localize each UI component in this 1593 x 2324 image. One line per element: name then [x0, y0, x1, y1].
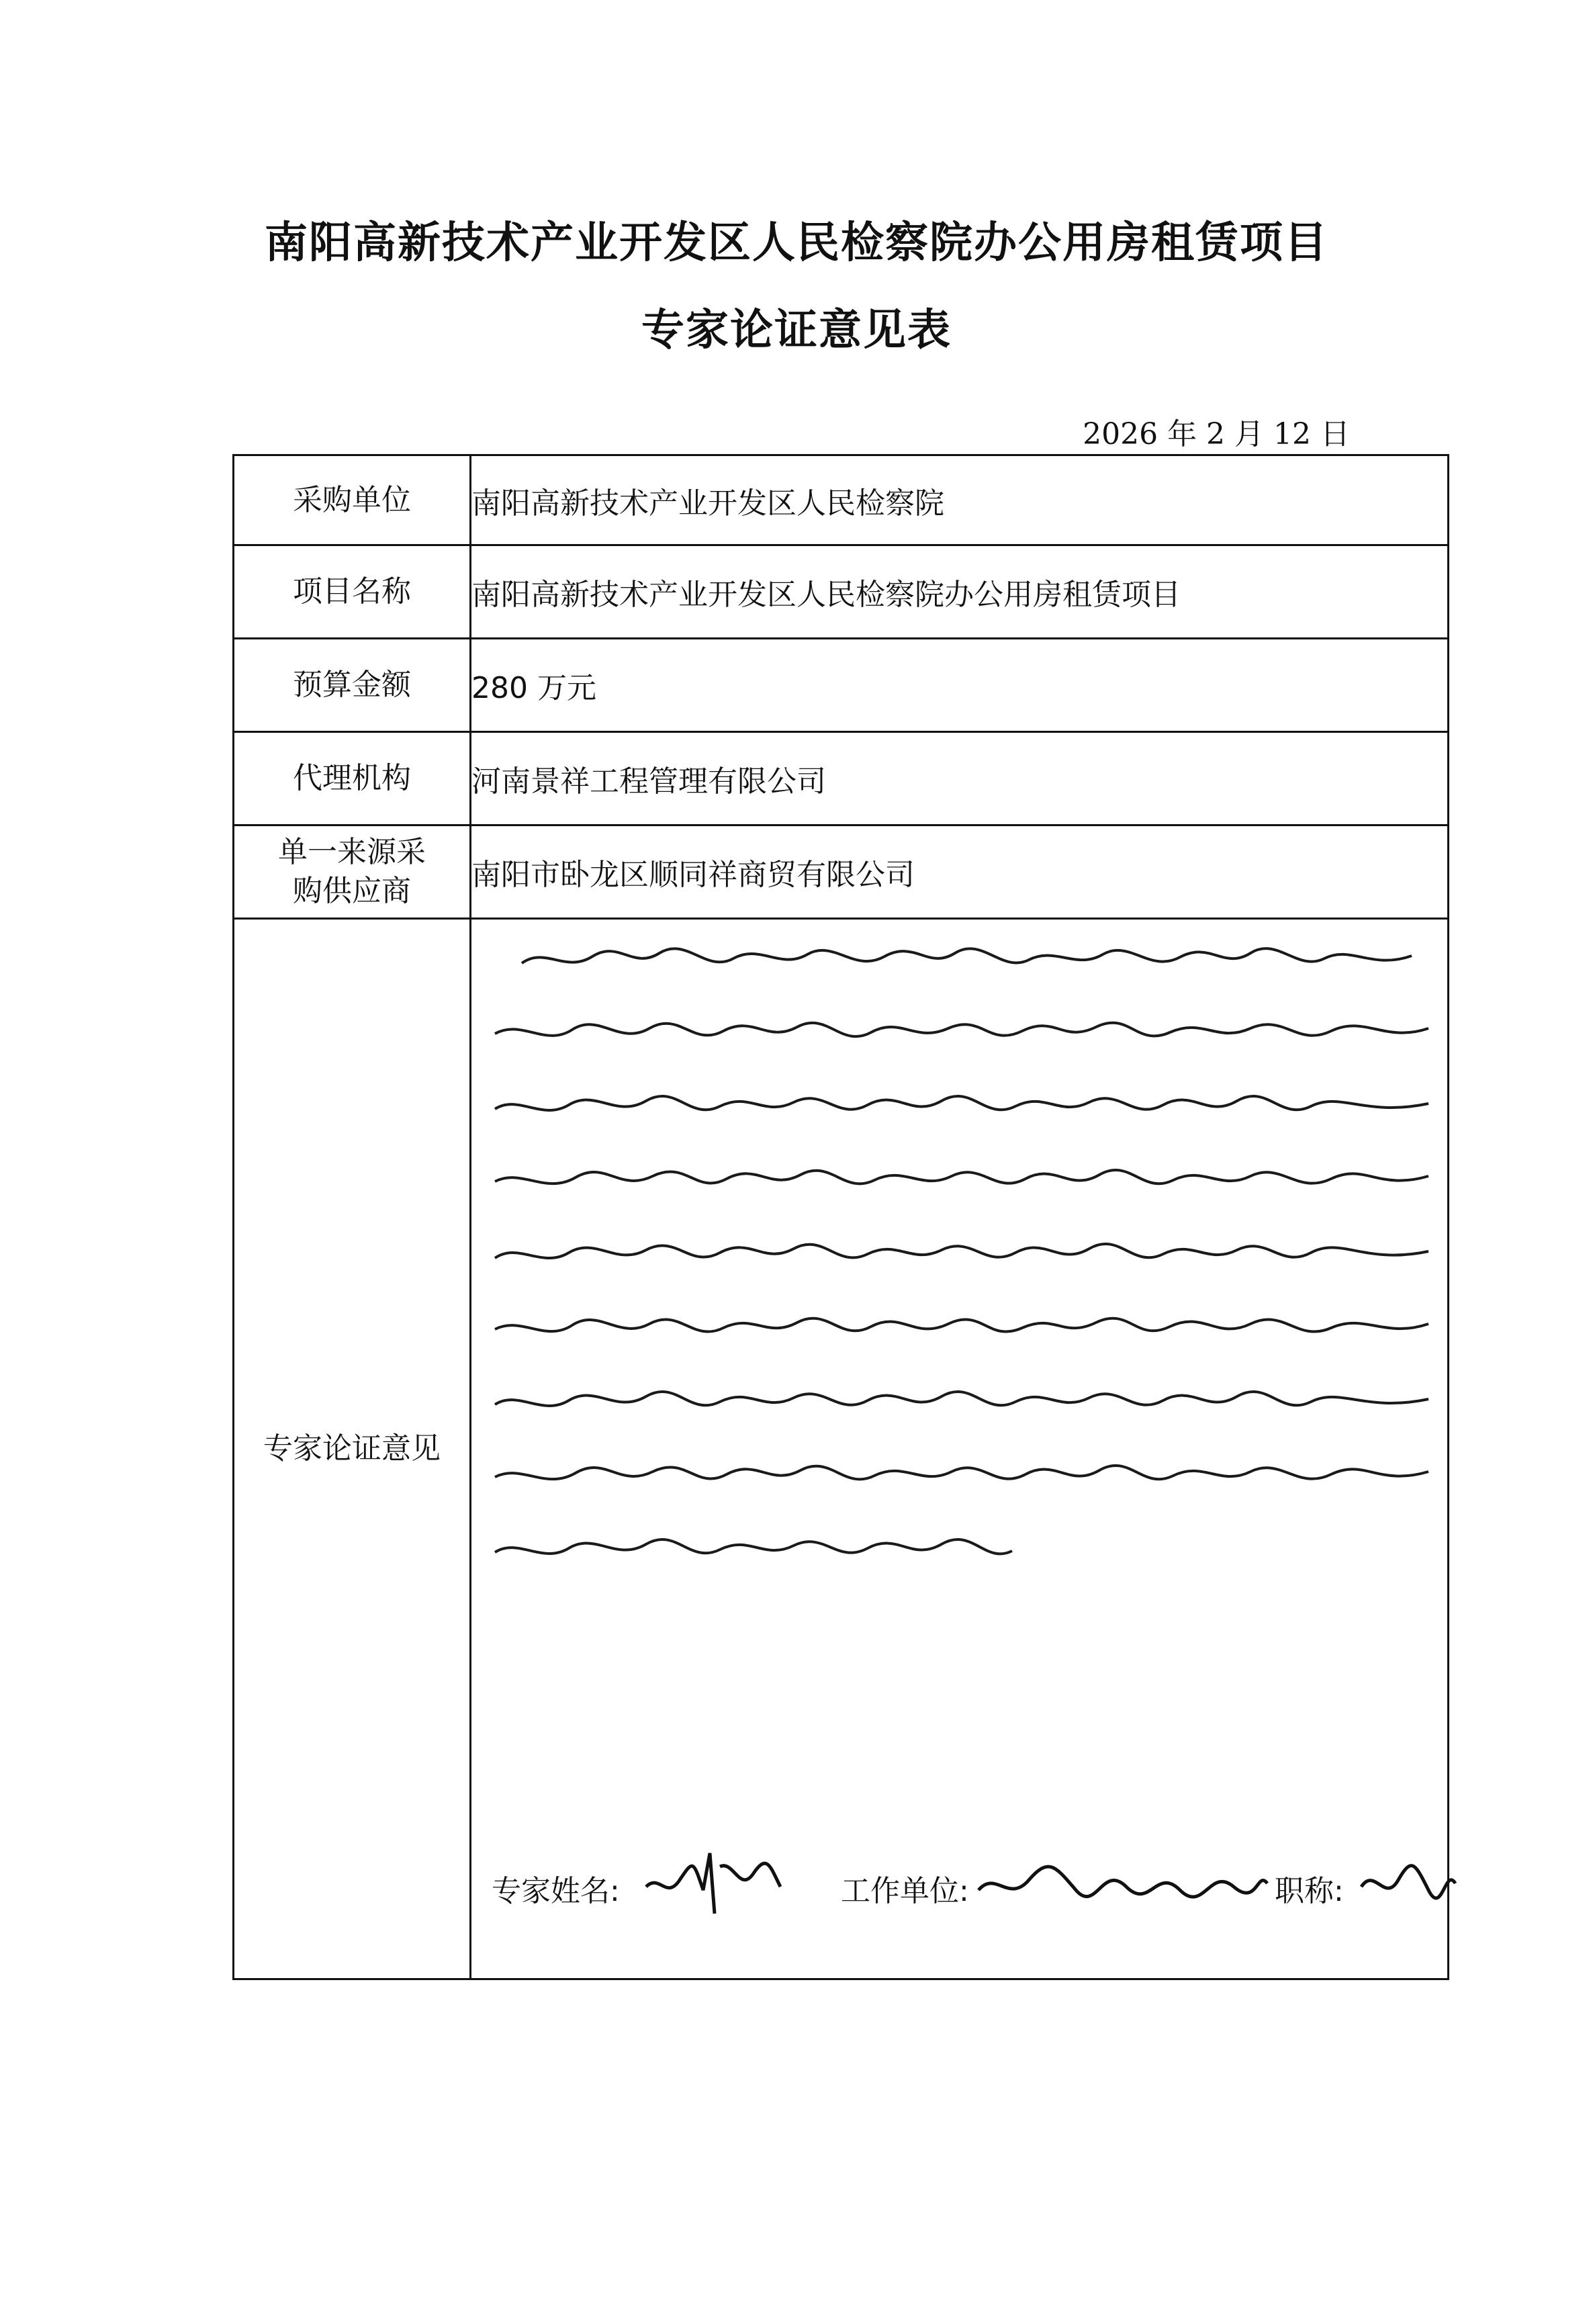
opinion-form-table: [232, 454, 1449, 1980]
table-row: [234, 639, 1449, 732]
row-value: 南阳市卧龙区顺同祥商贸有限公司: [471, 825, 1449, 919]
document-date: 2026 年 2 月 12 日: [1083, 417, 1350, 451]
handwriting-line: [518, 940, 1418, 980]
row-label: 预算金额: [234, 639, 471, 732]
row-label: [234, 825, 471, 919]
document-subtitle: 专家论证意见表: [641, 306, 952, 355]
table-row: [234, 455, 1449, 545]
handwriting-line: [492, 1309, 1432, 1349]
table-row: [234, 732, 1449, 825]
document-title: 南阳高新技术产业开发区人民检察院办公用房租赁项目: [265, 218, 1328, 268]
row-label: 采购单位: [234, 455, 471, 545]
table-row: [234, 919, 1449, 1979]
table-row: [234, 825, 1449, 919]
work-unit-label: 工作单位:: [841, 1874, 969, 1908]
opinion-label: 专家论证意见: [234, 919, 471, 1979]
handwriting-line: [492, 1161, 1432, 1202]
row-value: 南阳高新技术产业开发区人民检察院: [471, 455, 1449, 545]
handwriting-line: [492, 1531, 1015, 1571]
handwriting-line: [492, 1457, 1432, 1497]
handwriting-line: [492, 1383, 1432, 1423]
supplier-label: 单一来源采购供应商: [278, 835, 426, 908]
handwriting-line: [492, 1014, 1432, 1054]
signature-row: [492, 1840, 1459, 1920]
row-value: 南阳高新技术产业开发区人民检察院办公用房租赁项目: [471, 545, 1449, 639]
title-handwriting: [1358, 1840, 1459, 1920]
opinion-cell: [471, 919, 1449, 1979]
row-label: 项目名称: [234, 545, 471, 639]
work-unit-handwriting: [975, 1840, 1271, 1920]
table-row: [234, 545, 1449, 639]
expert-signature: [639, 1840, 787, 1920]
row-label: 代理机构: [234, 732, 471, 825]
handwriting-line: [492, 1235, 1432, 1276]
title-label: 职称:: [1275, 1874, 1344, 1908]
row-value: 河南景祥工程管理有限公司: [471, 732, 1449, 825]
row-value: 280 万元: [471, 639, 1449, 732]
handwriting-line: [492, 1087, 1432, 1128]
expert-name-label: 专家姓名:: [492, 1874, 620, 1908]
